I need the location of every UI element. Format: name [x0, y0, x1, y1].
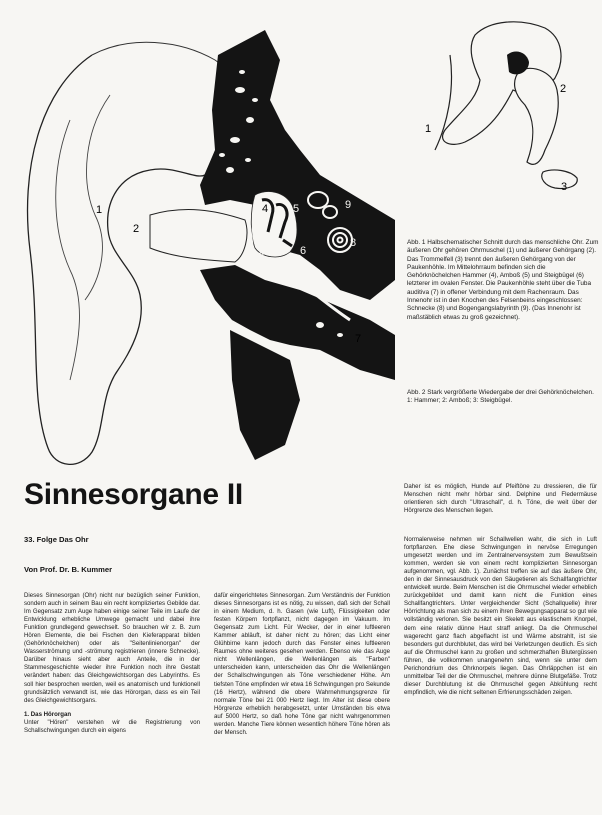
column-left: [24, 592, 200, 735]
fig1-label-4: 4: [262, 203, 269, 215]
fig2-label-3: 3: [561, 181, 568, 193]
column-right: Normalerweise nehmen wir Schallwellen wahr, die sich in Luft fortpflanzen. Ehe diese Schwingungen in nervöse Erregungen umgesetzt werden und im Zentralnervensystem zum Bewußtsein kommen, werden sie von einem recht komplizierten Sinnesorgan aufgenommen, vgl. Abb. 1). Zunächst treffen sie auf das äußere Ohr, den in der Sinnesausdruck von den Säugetieren als Schallfangtrichter entwickelt wurde. Beim Menschen ist die Ohrmuschel wieder erheblich zurückgebildet und damit kann nicht die Funktion eines Schallfangtrichters. Unter vergleichender Sicht (Schallquelle) ihrer Hörrichtung als man sich zu einem ihren Bewegungsapparat so gut wie vollständig verloren. Sie besitzt ein Skelett aus elastischem Knorpel, dem eine relativ dünne Haut straff anliegt. Da die Ohrmuschel wagerecht ganz flach abgeflacht ist und Wärme abstrahlt, ist sie besonders gut durchblutet, das wird bei Verletzungen deutlich. Es sich auf die Ohrmuschel kann zu großen und schmerzhaften Blutergüssen führen, die vollkommen unangenehm sind, wenn sie unter dem Perichondrium des Ohrknorpels liegen. Das Ohrläppchen ist ein unmittelbar Teil der die Ohrmuschel, mehrere dünne Blutgefäße. Trotz dieser Durchblutung ist die Ohrmuschel gegen Abkühlung recht empfindlich, wie die nicht seltenen Erfrierungsschäden zeigen.: [404, 536, 597, 696]
fig1-label-9: 9: [345, 199, 352, 211]
ear-canal: [150, 210, 247, 262]
fig1-label-3: 3: [258, 251, 265, 263]
mandible-dark: [230, 330, 300, 460]
middle-ear-cavity: [251, 192, 300, 257]
fig1-label-1: 1: [96, 204, 103, 216]
antihelix: [85, 95, 110, 300]
fig2-label-1: 1: [425, 123, 432, 135]
ear-top-shading: [92, 42, 229, 100]
series-line: 33. Folge Das Ohr: [24, 535, 89, 544]
fig1-label-5: 5: [293, 203, 300, 215]
ossicles-figure: [395, 0, 602, 200]
helix-inner: [56, 120, 80, 380]
column-right-top: Daher ist es möglich, Hunde auf Pfeiftöne zu dressieren, die für Menschen nicht mehr hörbar sind. Delphine und Fledermäuse orientieren sich durch "Ultraschall", d. h. Töne, die weit über der Hörgrenze des Menschen liegen.: [404, 483, 597, 515]
fig2-label-2: 2: [560, 83, 567, 95]
fig1-label-2: 2: [133, 223, 140, 235]
column-middle: dafür eingerichtetes Sinnesorgan. Zum Verständnis der Funktion dieses Sinnesorgans ist es nötig, zu wissen, daß sich der Schall in einem Medium, d. h. Gasen (wie Luft), Flüssigkeiten oder festen Körpern fortpflanzt, nicht dagegen im Vakuum. Im Gegensatz zum Licht. Für Wecker, der in einer luftleeren Kammer abläuft, ist daher nicht zu hören; das Licht einer Glühbirne kann jedoch durch das Fenster eines luftleeren Raumes ohne weiteres gesehen werden. Ebenso wie das Auge nicht Wellenlängen, die Wellenlängen als "Farben" unterscheiden kann, unterscheiden das Ohr die Wellenlängen der Schallschwingungen als Töne verschiedener Höhe. Am tiefsten Töne empfinden wir etwa 16 Schwingungen pro Sekunde (16 Hertz), während die obere Wahrnehmungsgrenze für normale Töne bei 21 000 Hertz liegt. Im Alter ist diese obere Hörgrenze erheblich herabgesetzt, unter Umständen bis etwa auf 5000 Hertz, so daß hohe Töne gar nicht wahrgenommen werden. Manche Tiere können wesentlich höhere Töne hören als der Mensch.: [214, 592, 390, 736]
auricle-outline: [28, 55, 205, 464]
fig1-label-7: 7: [355, 333, 362, 345]
article-title: Sinnesorgane II: [24, 478, 243, 511]
stapes-shape: [542, 170, 577, 189]
column-left-tail: Unter "Hören" verstehen wir die Registrierung von Schallschwingungen durch ein eigens: [24, 718, 200, 734]
fig1-label-6: 6: [300, 245, 307, 257]
ear-cross-section-figure: [0, 0, 400, 470]
fig1-label-8: 8: [350, 237, 357, 249]
figure-1-caption: Abb. 1 Halbschematischer Schnitt durch das menschliche Ohr. Zum äußeren Ohr gehören Ohrmuschel (1) und äußerer Gehörgang (2). Das Trommelfell (3) trennt den äußeren Gehörgang von der Paukenhöhle. Im Mittelohrraum befinden sich die Gehörknöchelchen Hammer (4), Amboß (5) und Steigbügel (6) letzterer im ovalen Fenster. Die Paukenhöhle steht über die Tuba auditiva (7) in offener Verbindung mit dem Rachenraum. Das Innenohr ist in den Knochen des Felsenbeins eingeschlossen: Schnecke (8) und Bogengangslabyrinth (9). (Das Innenohr ist maßstäblich etwas zu groß gezeichnet).: [407, 239, 599, 321]
author-line: Von Prof. Dr. B. Kummer: [24, 565, 113, 574]
column-left-text: Dieses Sinnesorgan (Ohr) nicht nur bezüglich seiner Funktion, sondern auch in seinem Bau ein recht kompliziertes Gebilde dar. Im Gegensatz zum Auge haben einige seiner Teile im Laufe der Entwicklung erhebliche Umwege gemacht und dabei ihre Funktion grundlegend gewechselt. So brauchen wir z. B. zum Hören Elemente, die bei Fischen den Kieferapparat bilden (Gehörknöchelchen) oder als "Seitenlinienorgan" der Wasserströmung und -strömung registrieren (innere Schnecke). Darüber hinaus sieht aber auch Anteile, die in der Stammesgeschichte wieder ihre Funktion noch ihre Gestalt verändert haben: das Gleichgewichtsorgan des Labyrinths. Es soll hier besprochen werden, weil es anatomisch und funktionell grundsätzlich verwandt ist, wie das Hörorgan, dass es ein Teil des Gleichgewichtsorgans.: [24, 592, 200, 704]
figure-2-caption: Abb. 2 Stark vergrößerte Wiedergabe der drei Gehörknöchelchen. 1: Hammer; 2: Amboß; 3: Steigbügel.: [407, 389, 594, 405]
subhead-hoerorgan: 1. Das Hörorgan: [24, 710, 72, 718]
incus-shape: [515, 68, 559, 164]
